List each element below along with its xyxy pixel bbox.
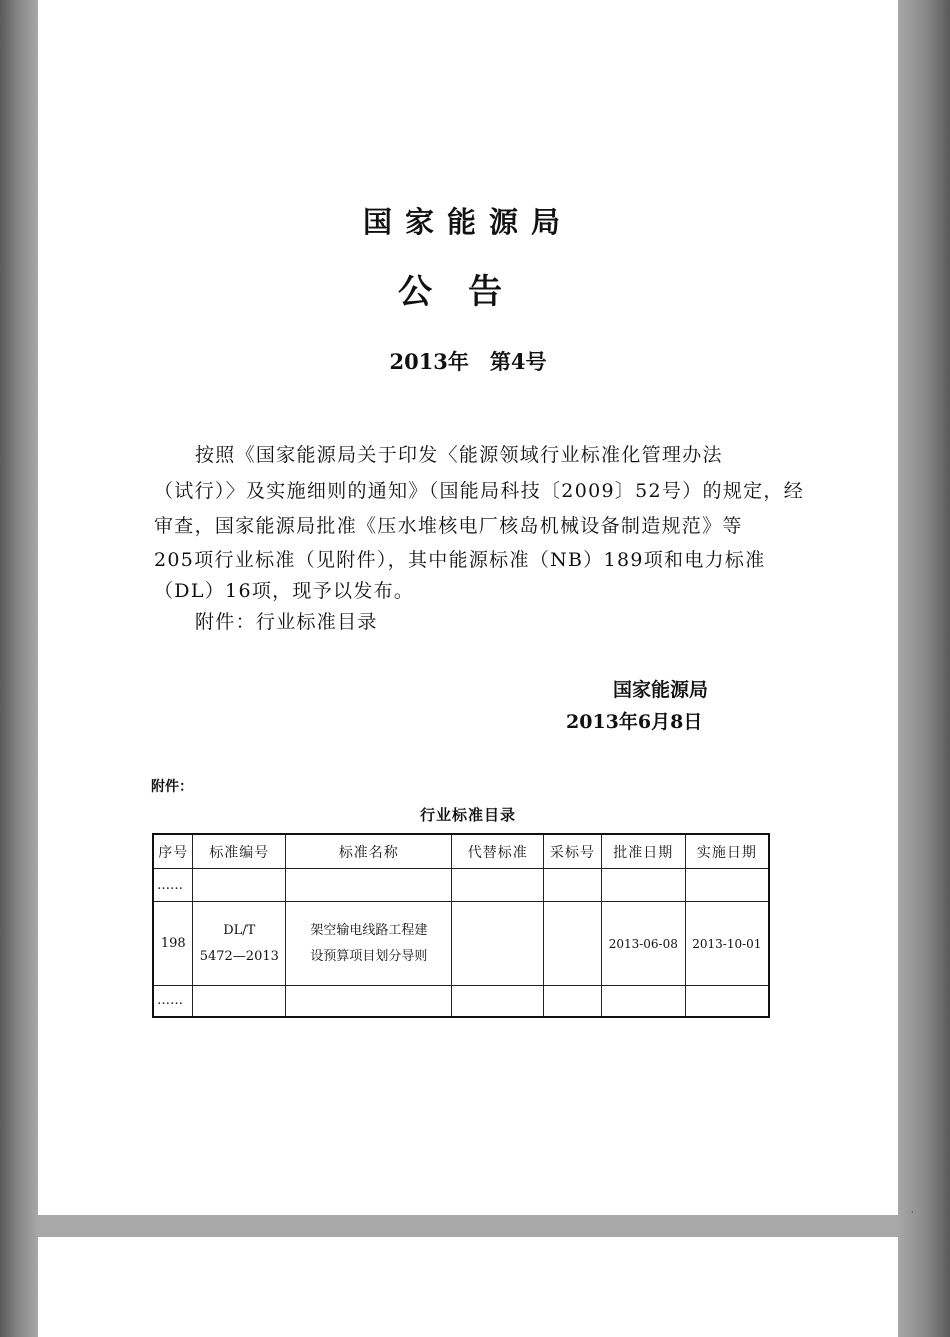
issue-number: 2013年 第4号 <box>389 349 547 374</box>
attachment-label: 附件： <box>151 779 193 795</box>
body-paragraph-line: （DL）16项，现予以发布。 <box>154 580 415 602</box>
effective-date-cell: 2013-10-01 <box>685 902 769 986</box>
standards-catalog-table <box>152 833 770 1018</box>
column-header: 代替标准 <box>452 834 544 869</box>
replaced-standard-cell <box>452 902 544 986</box>
table-title: 行业标准目录 <box>419 806 516 824</box>
approval-date-cell: 2013-06-08 <box>601 902 685 986</box>
standard-name-line: 设预算项目划分导则 <box>310 948 428 964</box>
column-header: 标准编号 <box>193 834 286 869</box>
adopted-standard-cell <box>544 902 602 986</box>
body-paragraph-line: （试行）〉及实施细则的通知》（国能局科技〔2009〕52号）的规定，经 <box>154 480 805 502</box>
column-header: 标准名称 <box>286 834 452 869</box>
document-type-heading: 公告 <box>398 272 538 312</box>
standard-code-line: 5472—2013 <box>199 948 279 964</box>
signature-date: 2013年6月8日 <box>566 711 703 733</box>
attachment-reference: 附件：行业标准目录 <box>195 611 378 633</box>
signature-agency: 国家能源局 <box>613 679 709 701</box>
table-row <box>153 869 769 902</box>
body-paragraph-line: 205项行业标准（见附件），其中能源标准（NB）189项和电力标准 <box>154 549 766 571</box>
ellipsis-cell: …… <box>153 869 193 902</box>
table-row <box>153 986 769 1017</box>
column-header: 实施日期 <box>685 834 769 869</box>
standard-name-line: 架空输电线路工程建 <box>310 922 428 938</box>
standard-name-cell <box>286 902 452 986</box>
column-header: 采标号 <box>544 834 602 869</box>
scan-mark: · <box>911 1208 914 1217</box>
standard-code-line: DL/T <box>223 922 256 938</box>
row-number-cell: 198 <box>153 902 193 986</box>
ellipsis-cell: …… <box>153 986 193 1017</box>
table-header-row <box>153 834 769 869</box>
next-page <box>38 1237 898 1337</box>
column-header: 序号 <box>153 834 193 869</box>
body-paragraph-line: 审查，国家能源局批准《压水堆核电厂核岛机械设备制造规范》等 <box>154 515 743 537</box>
document-page <box>38 0 914 1217</box>
standard-code-cell <box>193 902 286 986</box>
table-row <box>153 902 769 986</box>
column-header: 批准日期 <box>601 834 685 869</box>
issuing-agency-title: 国家能源局 <box>362 205 573 239</box>
body-paragraph-line: 按照《国家能源局关于印发〈能源领域行业标准化管理办法 <box>195 444 723 466</box>
